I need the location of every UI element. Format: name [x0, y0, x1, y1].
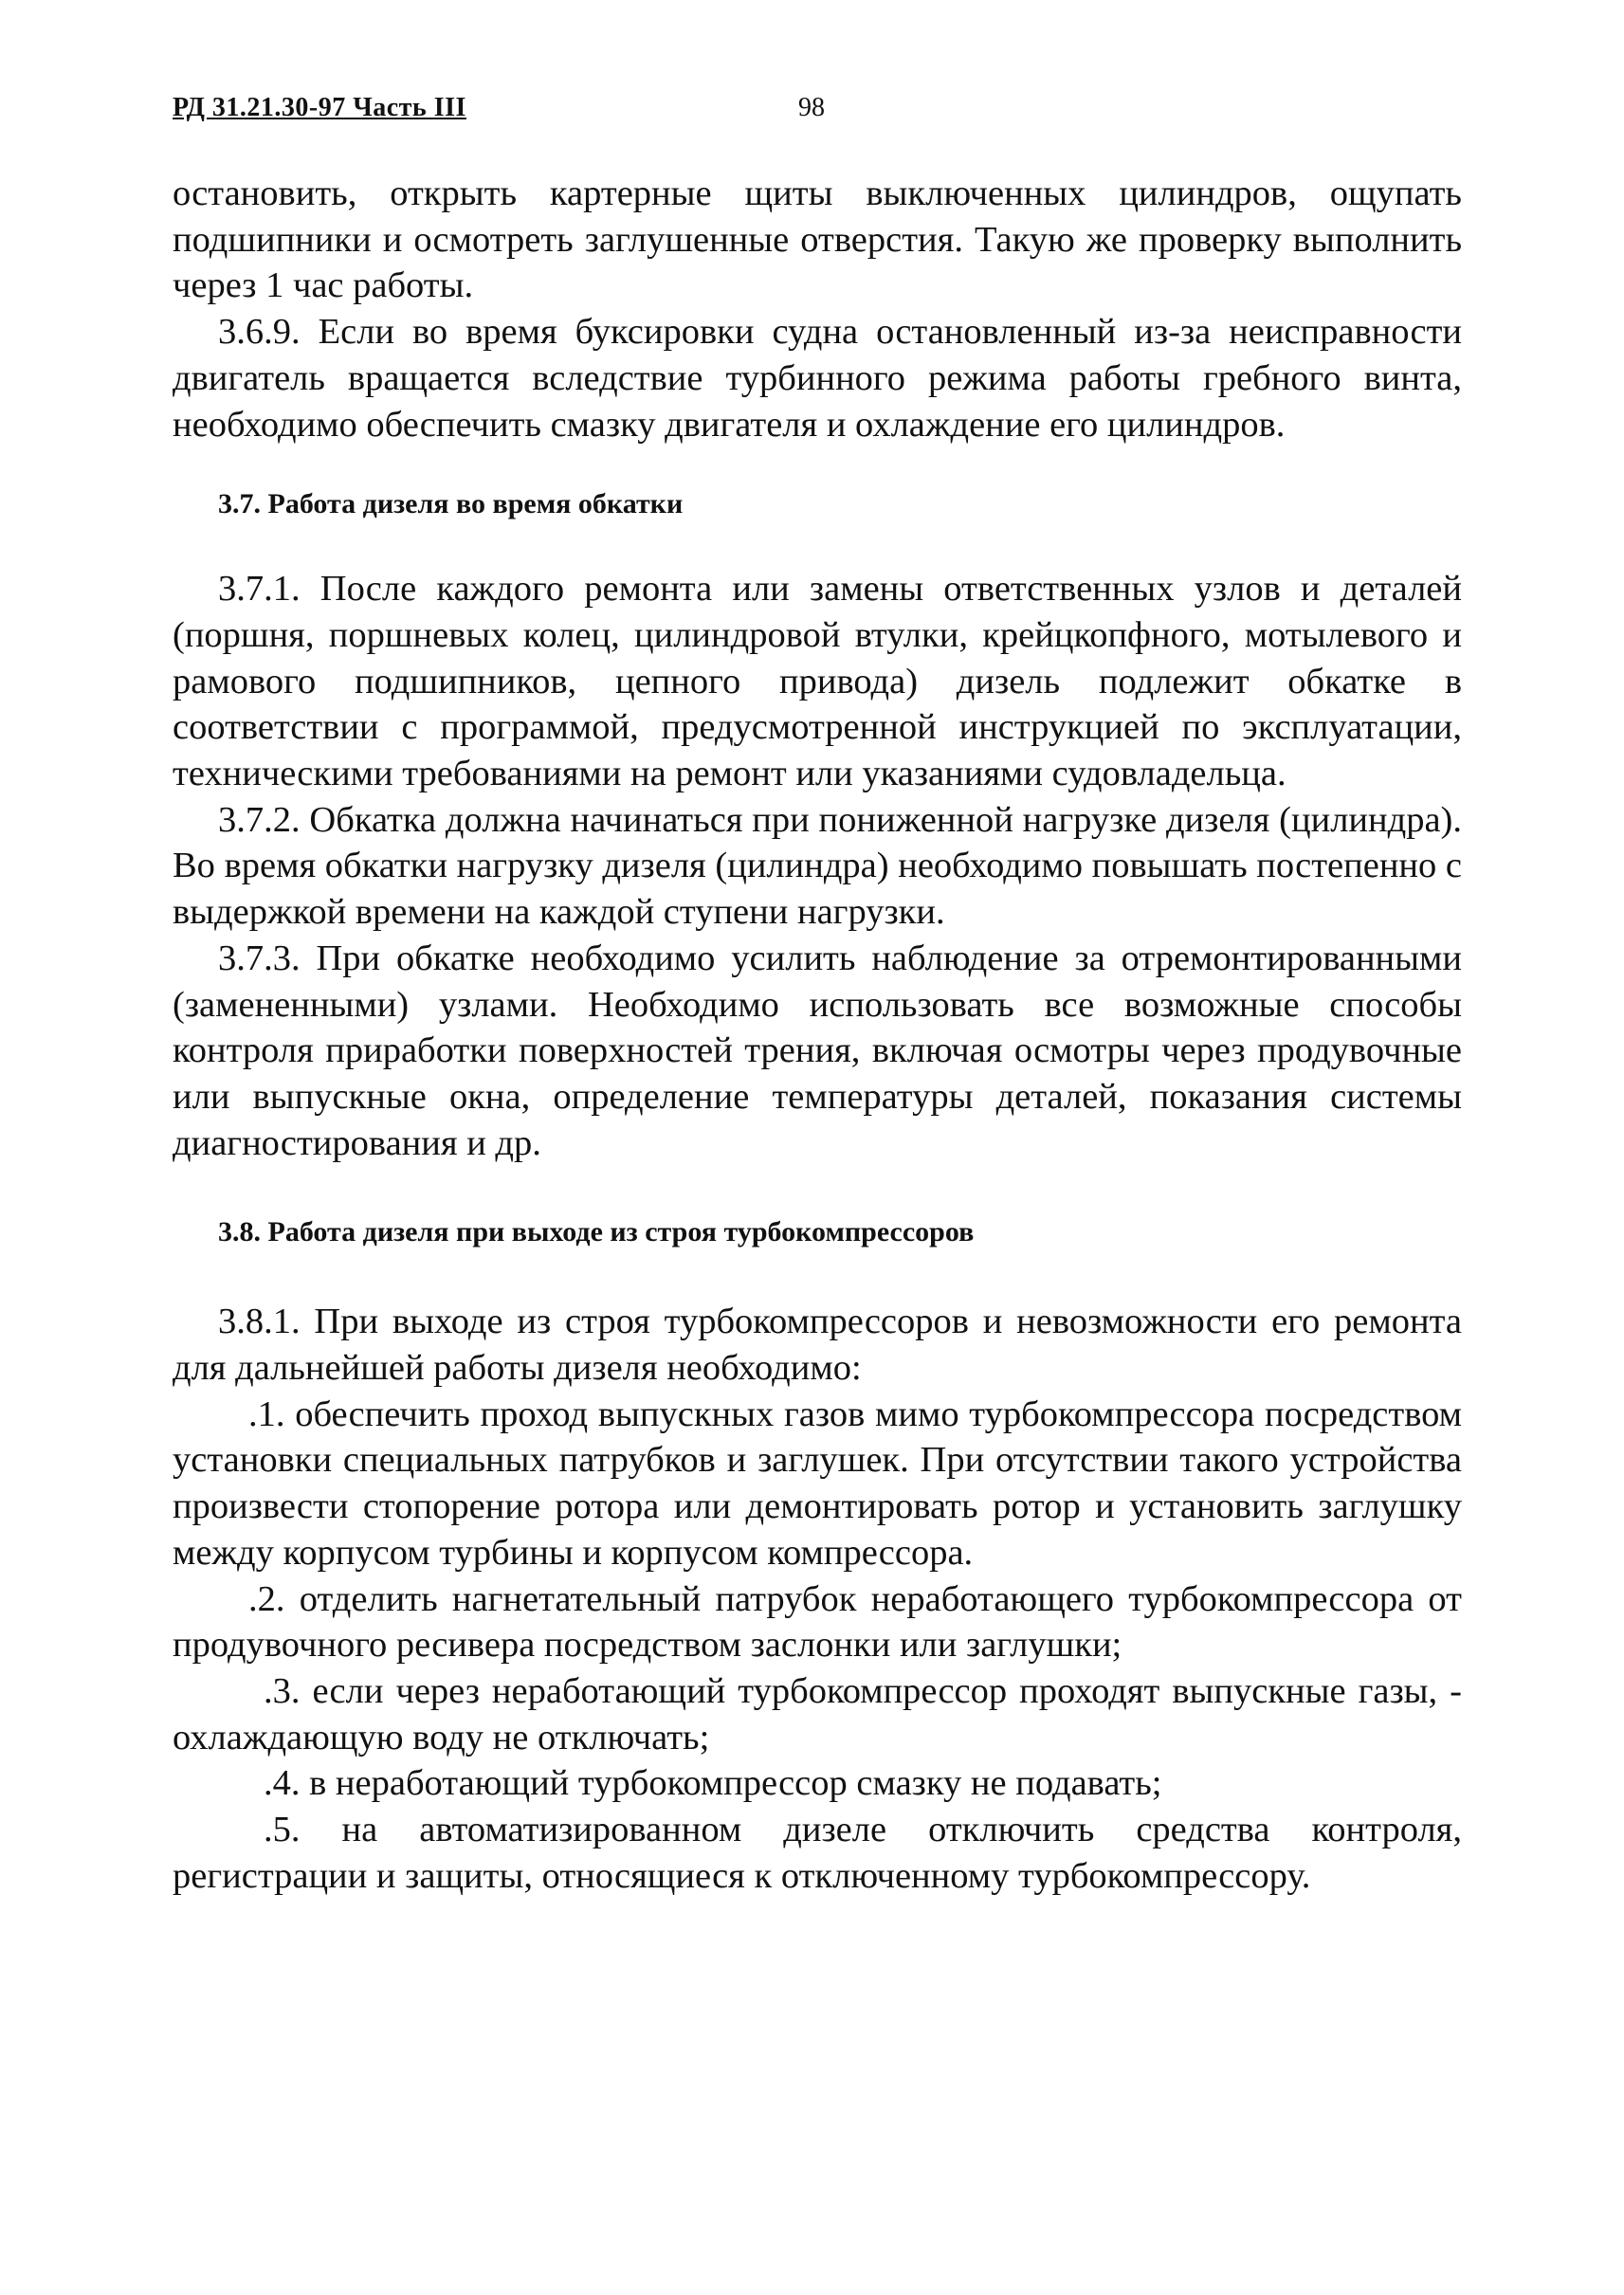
paragraph-3-7-2: 3.7.2. Обкатка должна начинаться при пониженной нагрузке дизеля (цилиндра). Во время обкатки нагрузку дизеля (цилиндра) необходимо повышать постепенно с выдержкой времени на каждой ступени нагрузки.	[173, 799, 1462, 933]
paragraph-3-8-1: 3.8.1. При выходе из строя турбокомпрессоров и невозможности его ремонта для дальнейшей работы дизеля необходимо:	[173, 1302, 1462, 1389]
list-item-1: .1. обеспечить проход выпускных газов мимо турбокомпрессора посредством установки специальных патрубков и заглушек. При отсутствии такого устройства произвести стопорение ротора или демонтировать ротор и установить заглушку между корпусом турбины и корпусом компрессора.	[173, 1393, 1462, 1573]
document-body	[173, 171, 1462, 1900]
paragraph-3-7-3: 3.7.3. При обкатке необходимо усилить наблюдение за отремонтированными (замененными) узлами. Необходимо использовать все возможные способы контроля приработки поверхностей трения, включая осмотры через продувочные или выпускные окна, определение температуры деталей, показания системы диагностирования и др.	[173, 938, 1462, 1163]
page-number: 98	[798, 93, 825, 122]
section-heading-3-8: 3.8. Работа дизеля при выходе из строя турбокомпрессоров	[218, 1216, 975, 1248]
spacer	[173, 1251, 1462, 1299]
spacer	[173, 1166, 1462, 1213]
document-reference: РД 31.21.30-97 Часть III	[173, 93, 466, 122]
section-heading-3-7: 3.7. Работа дизеля во время обкатки	[218, 488, 684, 520]
paragraph-3-6-9: 3.6.9. Если во время буксировки судна остановленный из-за неисправности двигатель вращается вследствие турбинного режима работы гребного винта, необходимо обеспечить смазку двигателя и охлаждение его цилиндров.	[173, 312, 1462, 445]
paragraph-3-7-1: 3.7.1. После каждого ремонта или замены ответственных узлов и деталей (поршня, поршневых колец, цилиндровой втулки, крейцкопфного, мотылевого и рамового подшипников, цепного привода) дизель подлежит обкатке в соответствии с программой, предусмотренной инструкцией по эксплуатации, техническими требованиями на ремонт или указаниями судовладельца.	[173, 569, 1462, 794]
list-item-4: .4. в неработающий турбокомпрессор смазку не подавать;	[264, 1763, 1162, 1804]
page-header	[173, 93, 1462, 131]
list-item-5: .5. на автоматизированном дизеле отключить средства контроля, регистрации и защиты, относящиеся к отключенному турбокомпрессору.	[173, 1810, 1462, 1896]
spacer	[173, 447, 1462, 485]
list-item-2: .2. отделить нагнетательный патрубок неработающего турбокомпрессора от продувочного ресивера посредством заслонки или заглушки;	[173, 1578, 1462, 1666]
spacer	[173, 523, 1462, 566]
paragraph-continuation: остановить, открыть картерные щиты выключенных цилиндров, ощупать подшипники и осмотреть заглушенные отверстия. Такую же проверку выполнить через 1 час работы.	[173, 173, 1462, 306]
list-item-3: .3. если через неработающий турбокомпрессор проходят выпускные газы, - охлаждающую воду не отключать;	[173, 1670, 1462, 1758]
